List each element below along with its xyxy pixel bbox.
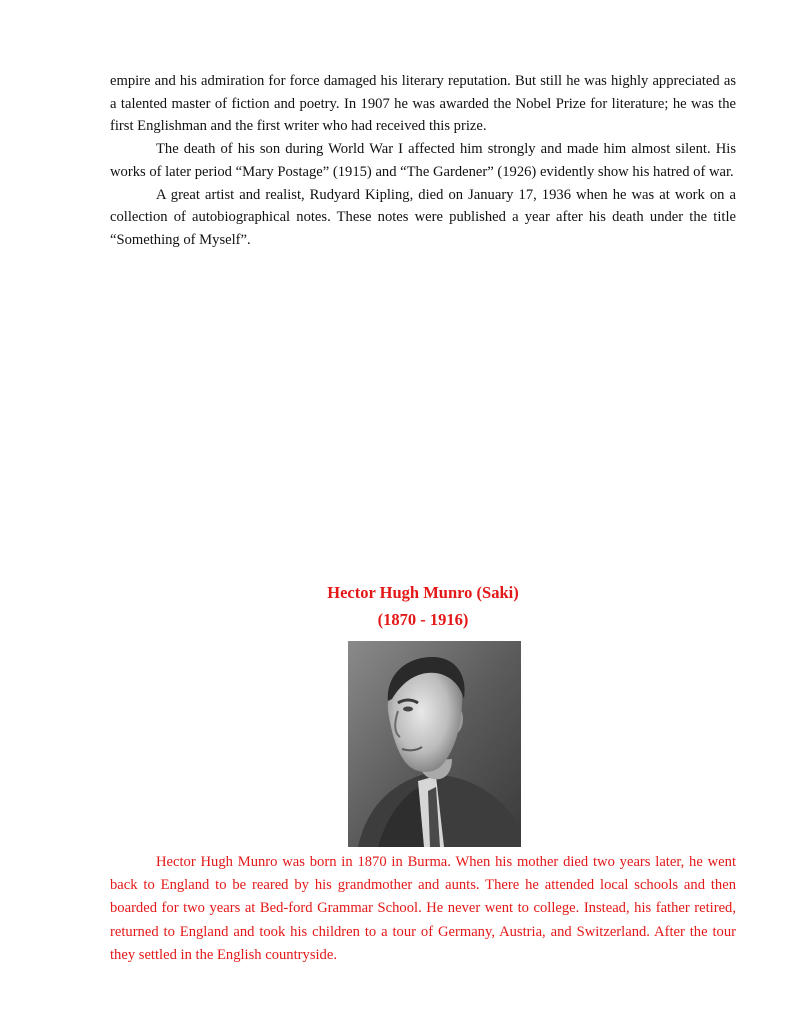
paragraph-continuation: empire and his admiration for force damaged his literary reputation. But still he was highly appreciated as a talented master of fiction and poetry. In 1907 he was awarded the Nobel Prize for literature; he was the first Englishman and the first writer who had received this prize. (110, 73, 736, 135)
paragraph-son-death: The death of his son during World War I affected him strongly and made him almost silent. His works of later period “Mary Postage” (1915) and “The Gardener” (1926) evidently show his hatred of war. (110, 141, 736, 180)
portrait-photo (348, 641, 521, 847)
section-title: Hector Hugh Munro (Saki) (327, 583, 519, 602)
munro-biography: Hector Hugh Munro was born in 1870 in Burma. When his mother died two years later, he went back to England to be reared by his grandmother and aunts. There he attended local schools and then boarded for two years at Bed-ford Grammar School. He never went to college. Instead, his father retired, returned to England and took his children to a tour of Germany, Austria, and Switzerland. After the tour they settled in the English countryside. (110, 854, 736, 963)
section-years: (1870 - 1916) (377, 610, 469, 629)
paragraph-kipling-death: A great artist and realist, Rudyard Kipling, died on January 17, 1936 when he was at work on a collection of autobiographical notes. These notes were published a year after his death under the title “Something of Myself”. (110, 186, 736, 248)
kipling-text-block (110, 70, 736, 252)
portrait-photo-icon (348, 641, 521, 847)
